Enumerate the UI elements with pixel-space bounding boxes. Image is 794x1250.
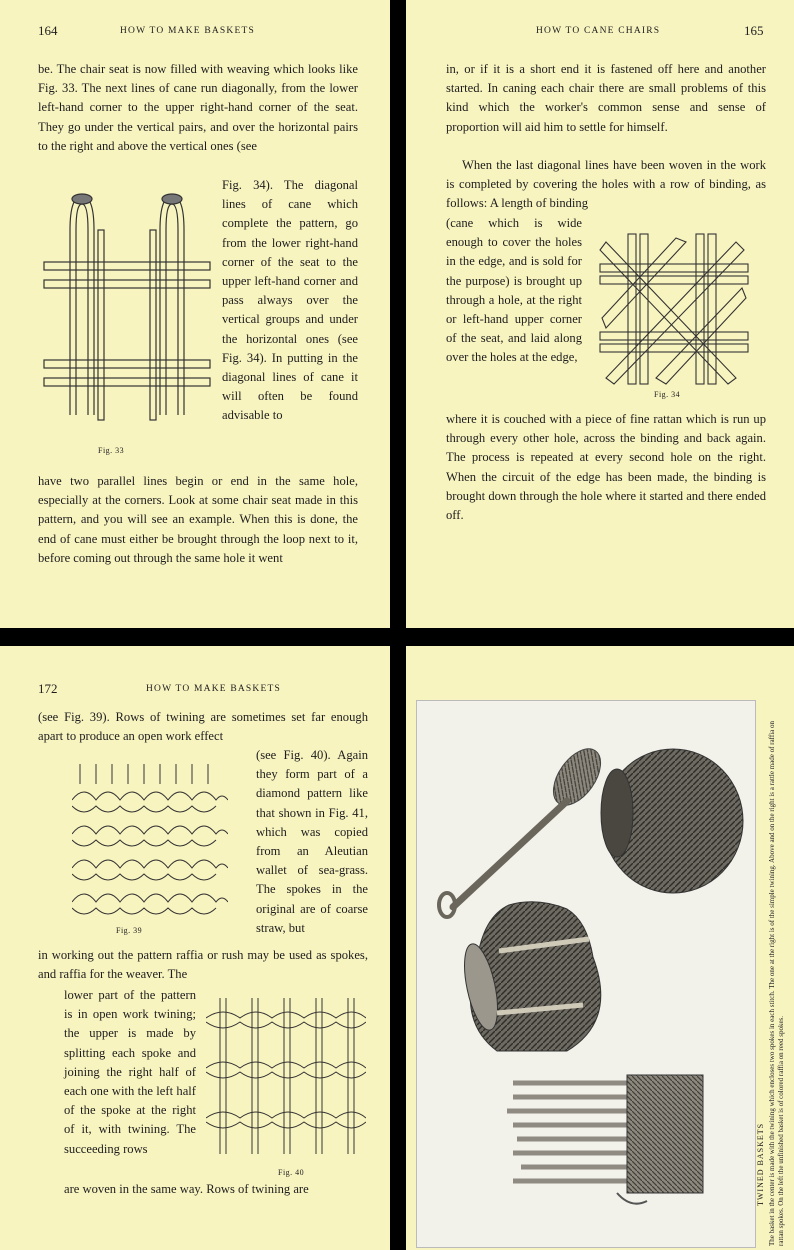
figure-39-caption: Fig. 39: [116, 926, 143, 935]
figure-33-cane-weave: [42, 190, 212, 430]
figure-39-twining-rows: [72, 762, 228, 922]
figure-34-caption: Fig. 34: [654, 390, 681, 399]
body-text-middle: in working out the pattern raffia or rush may be used as spokes, and raffia for the weaver. The: [38, 948, 368, 982]
body-text-side: (cane which is wide enough to cover the holes in the edge, and is sold for the purpose) is brought up through a hole, at the right or left-hand upper corner of the seat, and laid along over the holes at the edge,: [446, 216, 582, 365]
page-172: [0, 646, 390, 1250]
body-text-top: (see Fig. 39). Rows of twining are sometimes set far enough apart to produce an open work effect: [38, 710, 368, 744]
page-number: 164: [38, 23, 58, 38]
body-text-para2: When the last diagonal lines have been woven in the work is completed by covering the holes with a row of binding, as follows: A length of binding: [446, 158, 766, 211]
twined-baskets-illustration: [417, 701, 755, 1247]
figure-40-caption: Fig. 40: [278, 1168, 305, 1177]
body-text-top: in, or if it is a short end it is fastened off here and another started. In caning each chair there are small problems of this kind which the worker's common sense and sense of proportion will aid him to settle for himself.: [446, 62, 766, 134]
body-text-side-2: lower part of the pattern is in open work twining; the upper is made by splitting each spoke and joining the right half of each one with the left half of the spoke at the right of it, with twining. The succeeding rows: [64, 988, 196, 1156]
figure-33-caption: Fig. 33: [98, 446, 125, 455]
page-164: [0, 0, 390, 628]
page-number: 172: [38, 681, 58, 696]
page-number: 165: [744, 23, 764, 38]
plate-page: [406, 646, 794, 1250]
plate-title: TWINED BASKETS: [756, 1122, 765, 1206]
body-text-last: are woven in the same way. Rows of twining are: [64, 1182, 309, 1196]
basket-top-right: [601, 749, 743, 893]
running-head-title: HOW TO MAKE BASKETS: [120, 26, 255, 36]
running-head-title: HOW TO CANE CHAIRS: [536, 26, 661, 36]
figure-40-open-work-twining: [206, 998, 366, 1156]
body-text-side-1: (see Fig. 40). Again they form part of a diamond pattern like that shown in Fig. 41, which was copied from an Aleutian wallet of sea-grass. The spokes in the original are of coarse straw, but: [256, 748, 368, 935]
figure-34-diagonal-cane-pattern: [596, 228, 752, 388]
rattle: [439, 740, 610, 917]
body-text-top: be. The chair seat is now filled with weaving which looks like Fig. 33. The next lines of cane run diagonally, from the lower left-hand corner to the upper right-hand corner of the seat. They go under the vertical pairs, and over the horizontal pairs to the right and above the vertical ones (see: [38, 62, 358, 153]
plate-photo: [416, 700, 756, 1248]
basket-center: [458, 902, 601, 1051]
plate-caption: The basket in the center is made with the twining which encloses two spokes in each stitch. The one at the right is of the simple twining. Above and on the right is a rattle made of raffia on rattan spokes. On the left the unfinished basket is of colored raffia on reed spokes.: [768, 721, 785, 1246]
body-text-bottom: have two parallel lines begin or end in the same hole, especially at the corners. Look at some chair seat made in this pattern, and you will see an example. When this is done, the end of cane must either be brought through the loop next to it, before coming out through the same hole it went: [38, 474, 358, 565]
body-text-bottom: where it is couched with a piece of fine rattan which is run up through every other hole, across the binding and back again. The process is repeated at every second hole on the right. When the circuit of the edge has been made, the binding is brought down through the hole where it started and there ended off.: [446, 412, 766, 523]
running-head-title: HOW TO MAKE BASKETS: [146, 684, 281, 694]
page-165: [406, 0, 794, 628]
unfinished-basket: [507, 1075, 703, 1204]
body-text-side: Fig. 34). The diagonal lines of cane which complete the pattern, go from the lower right-hand corner of the seat to the upper left-hand corner and pass always over the vertical groups and under the horizontal ones (see Fig. 34). In putting in the diagonal lines of cane it will often be found advisable to: [222, 178, 358, 423]
